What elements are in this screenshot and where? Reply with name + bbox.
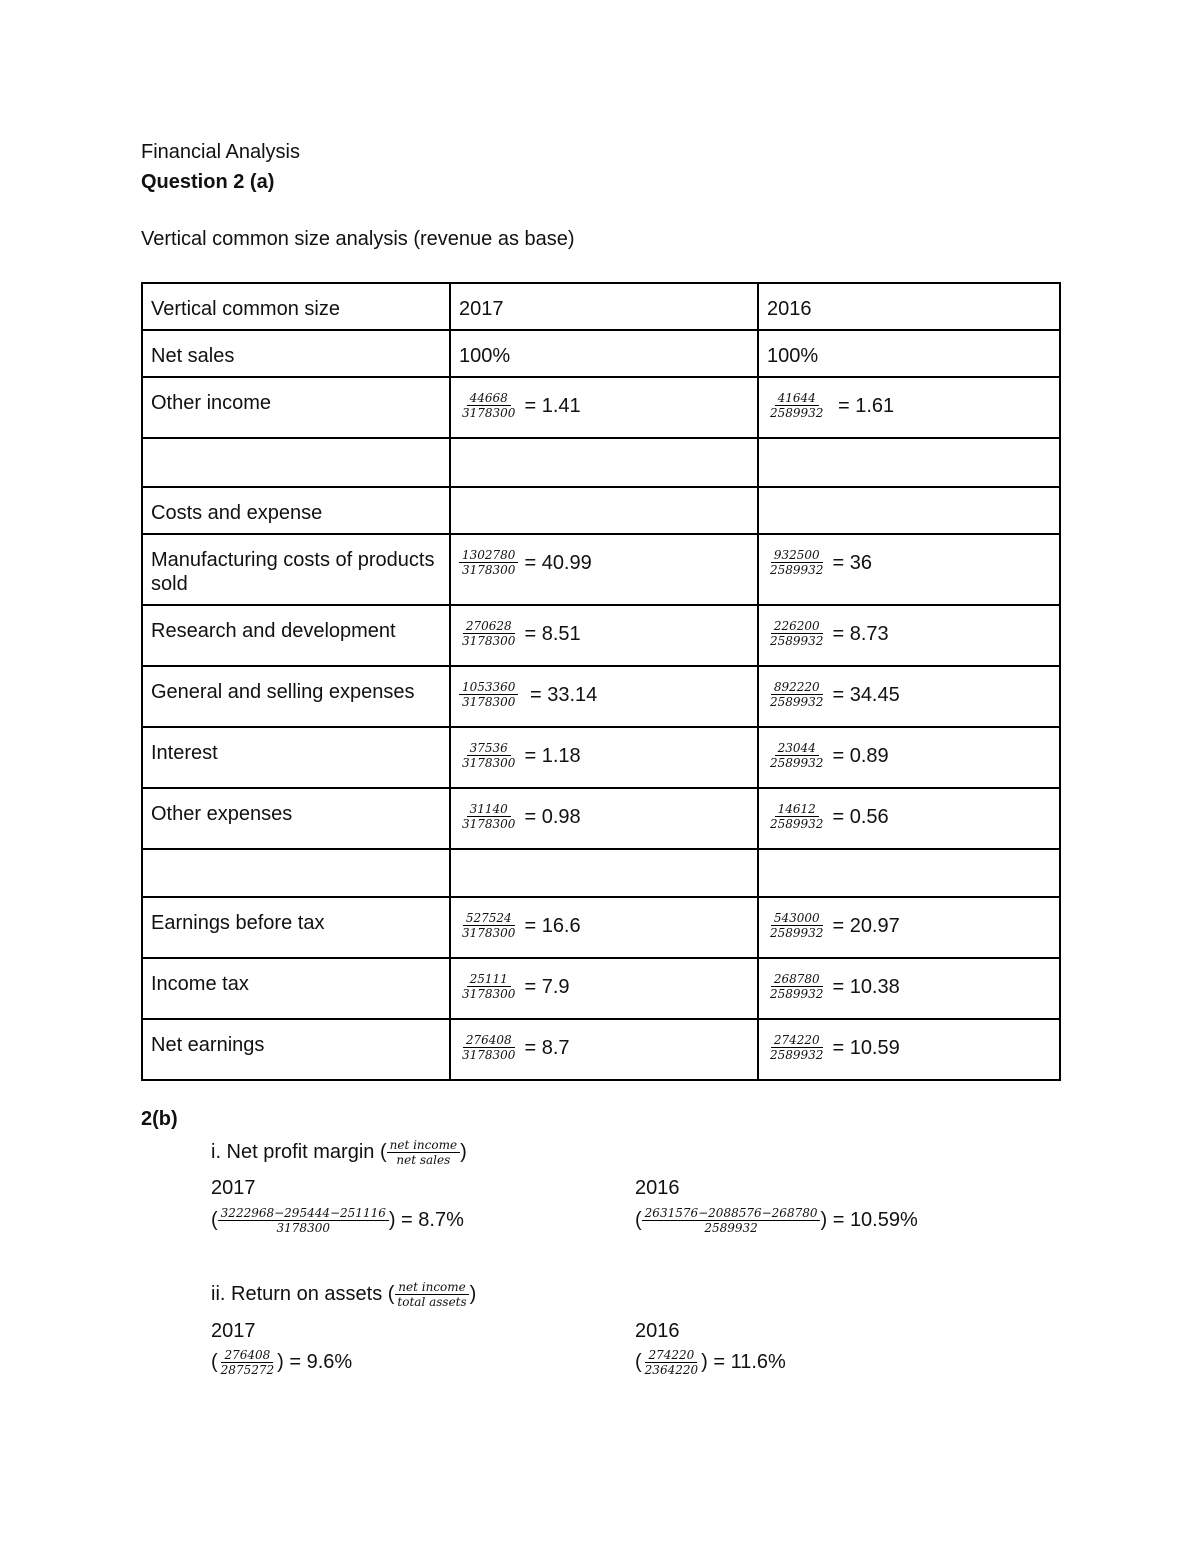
ratio-expression [459,1020,749,1062]
row-label-cell [142,727,450,788]
row-label: Costs and expense [151,502,323,524]
roa-fraction-2017 [218,1348,277,1377]
ratio-result: = 40.99 [524,551,592,574]
ratio-fraction [767,802,826,831]
ratio-expression [459,667,749,709]
row-label-cell [142,958,450,1019]
fraction-numerator: 543000 [771,911,823,926]
ratio-expression [767,606,1051,648]
npm-result-2016: ) = 10.59% [820,1209,918,1231]
ratio-fraction [767,548,826,577]
table-row [142,438,1060,487]
ratio-result: = 33.14 [524,683,598,706]
npm-formula-denominator: net sales [396,1153,451,1167]
ratio-fraction [767,619,826,648]
ratio-result: = 8.51 [524,622,581,645]
value-cell-2016 [758,958,1060,1019]
ratio-expression [459,898,749,940]
fraction-denominator: 2589932 [770,987,824,1001]
row-label-cell [142,377,450,438]
fraction-denominator: 2589932 [770,817,824,831]
fraction-numerator: 23044 [775,741,819,756]
document-title: Financial Analysis [141,141,300,163]
row-label-cell [142,849,450,897]
fraction-denominator: 2589932 [770,695,824,709]
ratio-fraction [767,391,826,420]
row-label [151,439,441,452]
row-label: General and selling expenses [151,681,415,703]
value-cell-2017 [450,1019,758,1080]
row-label-cell [142,605,450,666]
row-label-cell [142,534,450,605]
row-label: Net sales [151,345,235,367]
ratio-fraction [767,741,826,770]
value-cell-2016 [758,727,1060,788]
row-label [151,850,441,863]
ratio-fraction [459,741,518,770]
row-label-cell [142,788,450,849]
ratio-result: = 8.7 [524,1036,570,1059]
row-label-cell [142,897,450,958]
fraction-denominator: 3178300 [462,926,516,940]
table-row [142,958,1060,1019]
table-row [142,377,1060,438]
table-row [142,897,1060,958]
ratio-fraction [767,1033,826,1062]
value-cell-2016 [758,897,1060,958]
table-header-cell [142,283,450,330]
open-paren: ( [635,1209,642,1231]
ratio-expression [767,898,1051,940]
npm-formula [387,1138,460,1167]
open-paren: ( [635,1351,642,1373]
ratio-result: = 0.56 [832,805,889,828]
fraction-denominator: 2589932 [770,406,824,420]
value-cell-2016 [758,487,1060,534]
table-header-row [142,283,1060,330]
ratio-fraction [459,972,518,1001]
npm-heading [211,1138,467,1167]
roa-result-2017: ) = 9.6% [277,1351,353,1373]
value-cell-2017 [450,788,758,849]
ratio-expression [767,959,1051,1001]
row-label-cell [142,330,450,377]
fraction-denominator: 3178300 [462,1048,516,1062]
roa-year-2017: 2017 [211,1320,256,1342]
row-label: Other income [151,392,272,414]
open-paren: ( [211,1209,218,1231]
ratio-result: = 7.9 [524,975,570,998]
row-label-cell [142,1019,450,1080]
ratio-expression [767,789,1051,831]
table-row [142,605,1060,666]
npm-label: i. Net profit margin ( [211,1141,387,1163]
fraction-numerator: 14612 [775,802,819,817]
roa-result-2016: ) = 11.6% [701,1351,786,1373]
roa-formula [394,1280,469,1309]
roa-calc-2017 [211,1348,352,1377]
fraction-denominator: 2589932 [704,1221,758,1235]
ratio-expression [459,606,749,648]
row-label: Earnings before tax [151,912,325,934]
common-size-table [141,282,1061,1081]
row-label: Manufacturing costs of products sold [151,549,435,595]
ratio-expression [459,728,749,770]
roa-year-2016: 2016 [635,1320,680,1342]
fraction-denominator: 3178300 [462,406,516,420]
fraction-numerator: 37536 [467,741,511,756]
fraction-denominator: 2589932 [770,634,824,648]
table-row [142,330,1060,377]
npm-fraction-2017 [218,1206,389,1235]
ratio-fraction [459,619,518,648]
value-cell-2016 [758,849,1060,897]
npm-calc-2016 [635,1206,918,1235]
fraction-numerator: 274220 [771,1033,823,1048]
npm-fraction-2016 [642,1206,821,1235]
row-label: Net earnings [151,1034,265,1056]
ratio-expression [767,728,1051,770]
roa-formula-numerator: net income [395,1280,468,1295]
ratio-fraction [767,680,826,709]
header-text: Vertical common size [151,298,340,320]
value-cell-2017 [450,330,758,377]
fraction-denominator: 3178300 [462,756,516,770]
ratio-result: = 1.41 [524,394,581,417]
header-text: 2016 [767,298,812,320]
fraction-numerator: 3222968−295444−251116 [218,1206,389,1221]
value-cell-2016 [758,788,1060,849]
npm-year-2016: 2016 [635,1177,680,1199]
cell-value [459,850,749,863]
part-b-heading: 2(b) [141,1108,178,1130]
ratio-fraction [459,391,518,420]
ratio-expression [767,378,1051,420]
table-row [142,1019,1060,1080]
fraction-denominator: 3178300 [462,695,516,709]
fraction-denominator: 3178300 [462,817,516,831]
value-cell-2017 [450,377,758,438]
cell-value [767,488,1051,501]
npm-calc-2017 [211,1206,464,1235]
roa-calc-2016 [635,1348,786,1377]
ratio-result: = 0.98 [524,805,581,828]
value-cell-2016 [758,377,1060,438]
cell-value [767,439,1051,452]
value-cell-2017 [450,666,758,727]
cell-value: 100% [767,345,819,367]
roa-close-paren: ) [469,1283,477,1305]
ratio-expression [459,378,749,420]
table-row [142,666,1060,727]
ratio-fraction [459,680,518,709]
fraction-numerator: 276408 [463,1033,515,1048]
row-label-cell [142,487,450,534]
ratio-expression [767,667,1051,709]
table-row [142,788,1060,849]
fraction-numerator: 932500 [771,548,823,563]
table-row [142,727,1060,788]
ratio-result: = 20.97 [832,914,900,937]
fraction-denominator: 2589932 [770,926,824,940]
row-label: Other expenses [151,803,293,825]
value-cell-2016 [758,666,1060,727]
value-cell-2017 [450,534,758,605]
roa-formula-denominator: total assets [397,1295,467,1309]
fraction-numerator: 2631576−2088576−268780 [642,1206,821,1221]
row-label: Interest [151,742,218,764]
table-row [142,534,1060,605]
value-cell-2017 [450,897,758,958]
fraction-numerator: 270628 [463,619,515,634]
fraction-denominator: 2589932 [770,756,824,770]
value-cell-2016 [758,330,1060,377]
roa-fraction-2016 [642,1348,701,1377]
value-cell-2016 [758,438,1060,487]
header-text: 2017 [459,298,504,320]
ratio-result: = 10.38 [832,975,900,998]
fraction-denominator: 2589932 [770,1048,824,1062]
fraction-numerator: 226200 [771,619,823,634]
roa-label: ii. Return on assets ( [211,1283,395,1305]
value-cell-2017 [450,849,758,897]
cell-value [459,439,749,452]
fraction-numerator: 25111 [467,972,511,987]
value-cell-2016 [758,605,1060,666]
analysis-subtitle: Vertical common size analysis (revenue as base) [141,228,575,250]
value-cell-2017 [450,438,758,487]
fraction-denominator: 2364220 [644,1363,699,1377]
table-row [142,849,1060,897]
ratio-result: = 34.45 [832,683,900,706]
table-header-cell [758,283,1060,330]
ratio-result: = 16.6 [524,914,581,937]
npm-formula-numerator: net income [387,1138,460,1153]
fraction-denominator: 3178300 [462,634,516,648]
cell-value: 100% [459,345,511,367]
value-cell-2017 [450,727,758,788]
value-cell-2016 [758,1019,1060,1080]
ratio-expression [459,535,749,577]
ratio-fraction [767,972,826,1001]
fraction-denominator: 3178300 [462,987,516,1001]
ratio-result: = 1.18 [524,744,581,767]
roa-heading [211,1280,476,1309]
ratio-fraction [767,911,826,940]
value-cell-2017 [450,958,758,1019]
value-cell-2017 [450,487,758,534]
ratio-fraction [459,911,518,940]
row-label: Income tax [151,973,249,995]
ratio-expression [459,959,749,1001]
ratio-result: = 1.61 [832,394,895,417]
npm-year-2017: 2017 [211,1177,256,1199]
cell-value [459,488,749,501]
fraction-numerator: 41644 [775,391,819,406]
table-header-cell [450,283,758,330]
fraction-numerator: 1053360 [459,680,518,695]
ratio-expression [767,535,1051,577]
cell-value [767,850,1051,863]
ratio-expression [767,1020,1051,1062]
ratio-fraction [459,1033,518,1062]
row-label-cell [142,666,450,727]
row-label-cell [142,438,450,487]
value-cell-2016 [758,534,1060,605]
ratio-result: = 0.89 [832,744,889,767]
npm-result-2017: ) = 8.7% [388,1209,464,1231]
fraction-numerator: 1302780 [459,548,518,563]
ratio-result: = 8.73 [832,622,889,645]
fraction-numerator: 527524 [463,911,515,926]
fraction-denominator: 2875272 [220,1363,275,1377]
fraction-numerator: 276408 [221,1348,273,1363]
fraction-denominator: 2589932 [770,563,824,577]
open-paren: ( [211,1351,218,1373]
fraction-numerator: 44668 [467,391,511,406]
row-label: Research and development [151,620,396,642]
table-row [142,487,1060,534]
question-heading: Question 2 (a) [141,171,275,193]
ratio-fraction [459,802,518,831]
fraction-numerator: 268780 [771,972,823,987]
fraction-numerator: 892220 [771,680,823,695]
ratio-result: = 10.59 [832,1036,900,1059]
ratio-result: = 36 [832,551,872,574]
ratio-expression [459,789,749,831]
fraction-denominator: 3178300 [462,563,516,577]
fraction-denominator: 3178300 [276,1221,330,1235]
fraction-numerator: 274220 [645,1348,697,1363]
fraction-numerator: 31140 [467,802,511,817]
ratio-fraction [459,548,518,577]
value-cell-2017 [450,605,758,666]
npm-close-paren: ) [460,1141,467,1163]
